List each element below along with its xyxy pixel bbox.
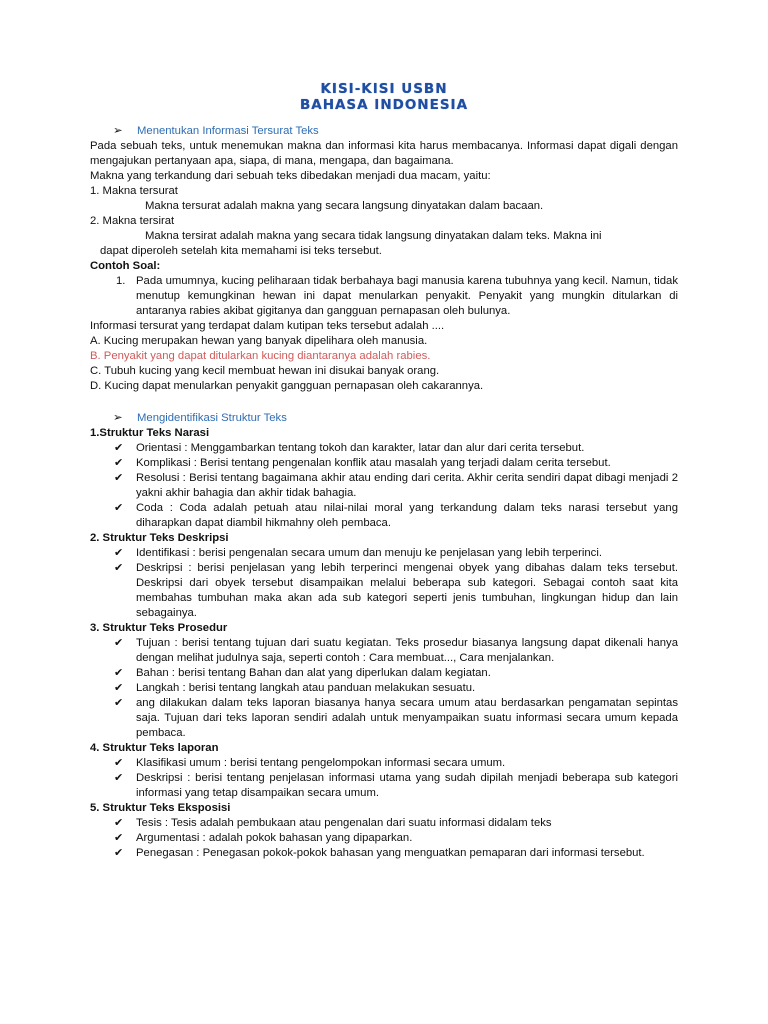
- intro-paragraph: Pada sebuah teks, untuk menemukan makna dan informasi kita harus membacanya. Informasi dapat digali dengan mengajukan pertanyaan apa, siapa, di mana, mengapa, dan bagaimana.: [90, 140, 678, 167]
- list-item: [90, 441, 678, 456]
- list-item-text: Tujuan : berisi tentang tujuan dari suatu kegiatan. Teks prosedur biasanya langsung dapat dikenali hanya dengan melihat judulnya saja, seperti contoh : Cara membuat..., Cara menjalankan.: [136, 637, 678, 664]
- spacer: [90, 394, 678, 410]
- subsection-title-laporan: 4. Struktur Teks laporan: [90, 742, 219, 754]
- list-item: [90, 831, 678, 846]
- checkmark-icon: ✔: [114, 637, 124, 649]
- intro-paragraph-2: Makna yang terkandung dari sebuah teks dibedakan menjadi dua macam, yaitu:: [90, 170, 491, 182]
- list-item-text: Tesis : Tesis adalah pembukaan atau pengenalan dari suatu informasi didalam teks: [136, 817, 552, 829]
- arrow-bullet-icon: ➢: [113, 125, 123, 137]
- list-item: [90, 771, 678, 801]
- arrow-bullet-icon: ➢: [113, 412, 123, 424]
- list-item: [90, 666, 678, 681]
- list-item: [90, 456, 678, 471]
- checkmark-icon: ✔: [114, 682, 124, 694]
- list-item: [90, 561, 678, 621]
- item-text-tersurat: Makna tersurat adalah makna yang secara langsung dinyatakan dalam bacaan.: [145, 200, 544, 212]
- list-item-text: Bahan : berisi tentang Bahan dan alat yang diperlukan dalam kegiatan.: [136, 667, 491, 679]
- list-item-text: Langkah : berisi tentang langkah atau panduan melakukan sesuatu.: [136, 682, 476, 694]
- list-item-text: Coda : Coda adalah petuah atau nilai-nilai moral yang terkandung dalam teks narasi tersebut yang diharapkan dapat diambil hikmahny oleh pembaca.: [136, 502, 678, 529]
- section-heading-informasi-tersurat: [113, 123, 678, 139]
- checkmark-icon: ✔: [114, 502, 124, 514]
- option-a: A. Kucing merupakan hewan yang banyak dipelihara oleh manusia.: [90, 335, 428, 347]
- list-item-text: Deskripsi : berisi tentang penjelasan informasi utama yang sudah dipilah menjadi beberapa sub kategori informasi yang tetap disampaikan secara umum.: [136, 772, 678, 799]
- list-item-text: Argumentasi : adalah pokok bahasan yang dipaparkan.: [136, 832, 413, 844]
- list-item: [90, 816, 678, 831]
- list-item: [90, 471, 678, 501]
- list-item: [90, 501, 678, 531]
- document-title-line2: BAHASA INDONESIA: [299, 97, 469, 113]
- subsection-title-narasi: 1.Struktur Teks Narasi: [90, 427, 210, 439]
- document-body: [90, 123, 678, 861]
- document-title-line1: KISI-KISI USBN: [320, 81, 448, 97]
- list-item-text: ang dilakukan dalam teks laporan biasanya hanya secara umum atau berdasarkan pengamatan sepintas saja. Tujuan dari teks laporan sendiri adalah untuk menyampaikan suatu informasi secara umum kepada pembaca.: [136, 697, 678, 739]
- subsection-title-deskripsi: 2. Struktur Teks Deskripsi: [90, 532, 229, 544]
- list-item-text: Klasifikasi umum : berisi tentang pengelompokan informasi secara umum.: [136, 757, 506, 769]
- list-item-text: Penegasan : Penegasan pokok-pokok bahasan yang menguatkan pemaparan dari informasi tersebut.: [136, 847, 645, 859]
- list-item-text: Deskripsi : berisi penjelasan yang lebih terperinci mengenai obyek yang dibahas dalam teks tersebut. Deskripsi dari obyek tersebut disampaikan melalui beberapa sub kategori. Sebagai contoh saat kita membahas tumbuhan maka akan ada sub kategori seperti jenis tumbuhan, lingkungan hidup dan lain sebagainya.: [136, 562, 678, 619]
- checkmark-icon: ✔: [114, 847, 124, 859]
- list-item: [90, 636, 678, 666]
- checkmark-icon: ✔: [114, 562, 124, 574]
- list-item-text: Komplikasi : Berisi tentang pengenalan konflik atau masalah yang terjadi dalam cerita tersebut.: [136, 457, 611, 469]
- item-text-tersirat-a: Makna tersirat adalah makna yang secara tidak langsung dinyatakan dalam teks. Makna ini: [145, 230, 602, 242]
- checkmark-icon: ✔: [114, 772, 124, 784]
- option-c: C. Tubuh kucing yang kecil membuat hewan ini disukai banyak orang.: [90, 365, 440, 377]
- list-item: [90, 756, 678, 771]
- checkmark-icon: ✔: [114, 547, 124, 559]
- checkmark-icon: ✔: [114, 472, 124, 484]
- list-item: [90, 681, 678, 696]
- subsection-title-eksposisi: 5. Struktur Teks Eksposisi: [90, 802, 231, 814]
- checkmark-icon: ✔: [114, 697, 124, 709]
- section-heading-text: Mengidentifikasi Struktur Teks: [137, 412, 287, 424]
- list-item: [90, 546, 678, 561]
- item-label-tersirat: 2. Makna tersirat: [90, 215, 175, 227]
- checkmark-icon: ✔: [114, 442, 124, 454]
- option-d: D. Kucing dapat menularkan penyakit gangguan pernapasan oleh cakarannya.: [90, 380, 484, 392]
- checkmark-icon: ✔: [114, 832, 124, 844]
- section-heading-text: Menentukan Informasi Tersurat Teks: [137, 125, 319, 137]
- checkmark-icon: ✔: [114, 817, 124, 829]
- list-item: [90, 846, 678, 861]
- list-item-text: Orientasi : Menggambarkan tentang tokoh dan karakter, latar dan alur dari cerita tersebut.: [136, 442, 585, 454]
- example-question-passage: [90, 274, 678, 319]
- example-label: Contoh Soal:: [90, 260, 161, 272]
- checkmark-icon: ✔: [114, 667, 124, 679]
- list-item: [90, 696, 678, 741]
- subsection-title-prosedur: 3. Struktur Teks Prosedur: [90, 622, 228, 634]
- item-label-tersurat: 1. Makna tersurat: [90, 185, 178, 197]
- option-b-correct: B. Penyakit yang dapat ditularkan kucing diantaranya adalah rabies.: [90, 350, 431, 362]
- list-item-text: Identifikasi : berisi pengenalan secara umum dan menuju ke penjelasan yang lebih terperinci.: [136, 547, 602, 559]
- checkmark-icon: ✔: [114, 757, 124, 769]
- list-item-text: Resolusi : Berisi tentang bagaimana akhir atau ending dari cerita. Akhir cerita sendiri dapat dibagi menjadi 2 yakni akhir bahagia dan akhir tidak bahagia.: [136, 472, 678, 499]
- section-heading-struktur-teks: [113, 410, 678, 426]
- item-text-tersirat-b: dapat diperoleh setelah kita memahami isi teks tersebut.: [100, 245, 382, 257]
- passage-text: Pada umumnya, kucing peliharaan tidak berbahaya bagi manusia karena tubuhnya yang kecil. Namun, tidak menutup kemungkinan hewan ini dapat menularkan penyakit. Penyakit yang mungkin ditularkan di antaranya rabies akibat gigitanya dan gangguan pernapasan oleh bulunya.: [136, 275, 678, 317]
- checkmark-icon: ✔: [114, 457, 124, 469]
- question-text: Informasi tersurat yang terdapat dalam kutipan teks tersebut adalah ....: [90, 320, 445, 332]
- question-number: 1.: [116, 275, 126, 287]
